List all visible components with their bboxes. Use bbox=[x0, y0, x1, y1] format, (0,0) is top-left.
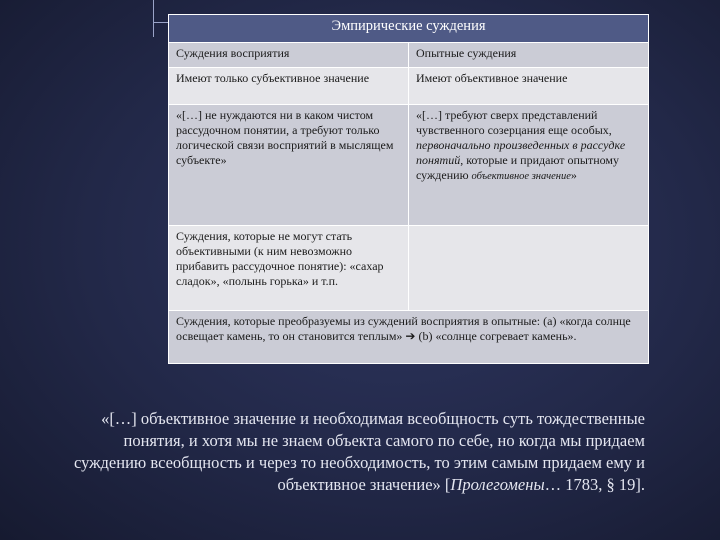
cell-empty bbox=[409, 226, 649, 311]
example-text: Суждения, которые преобразуемы из суждений восприятия в опытные: (а) «когда солнце освещает камень, то он становится теплым» bbox=[176, 314, 631, 343]
quote-italic-text: первоначально произведенных в рассудке понятий bbox=[416, 138, 626, 167]
col-header-experience: Опытные суждения bbox=[409, 43, 649, 68]
cell-subjective-meaning: Имеют только субъективное значение bbox=[169, 68, 409, 105]
table-row bbox=[169, 226, 649, 311]
quote-citation: … 1783, § 19]. bbox=[544, 475, 645, 494]
col-header-perception: Суждения восприятия bbox=[169, 43, 409, 68]
quote-text: » bbox=[570, 168, 577, 182]
cell-perception-quote: «[…] не нуждаются ни в каком чистом рассудочном понятии, а требуют только логической связи восприятий в мыслящем субъекте» bbox=[169, 105, 409, 226]
cell-non-objective-examples: Суждения, которые не могут стать объективными (к ним невозможно прибавить рассудочное понятие): «сахар сладок», «полынь горька» и т.п. bbox=[169, 226, 409, 311]
table-row bbox=[169, 105, 649, 226]
quote-source-title: Пролегомены bbox=[450, 475, 545, 494]
table-title: Эмпирические суждения bbox=[169, 15, 649, 43]
cell-transformable-judgments bbox=[169, 311, 649, 364]
example-text: (b) «солнце согревает камень». bbox=[415, 329, 577, 343]
table-row bbox=[169, 43, 649, 68]
quote-text: , которые и придают опытному суждению bbox=[416, 153, 620, 182]
empirical-judgments-table bbox=[168, 14, 649, 364]
decorative-frame-line bbox=[153, 0, 154, 22]
kant-quote bbox=[55, 408, 645, 496]
quote-italic-text: объективное значение bbox=[471, 171, 571, 182]
decorative-frame-corner bbox=[153, 22, 168, 37]
quote-body: «[…] объективное значение и необходимая всеобщность суть тождественные понятия, и хотя мы не знаем объекта самого по себе, но когда мы придаем суждению всеобщность и через то необходимость, то этим самым придаем ему и объективное значение» [ bbox=[74, 409, 645, 494]
cell-experience-quote bbox=[409, 105, 649, 226]
table-row bbox=[169, 311, 649, 364]
cell-objective-meaning: Имеют объективное значение bbox=[409, 68, 649, 105]
arrow-right-icon: ➔ bbox=[405, 329, 416, 343]
quote-text: «[…] требуют сверх представлений чувственного созерцания еще особых, bbox=[416, 108, 612, 137]
table-row bbox=[169, 68, 649, 105]
